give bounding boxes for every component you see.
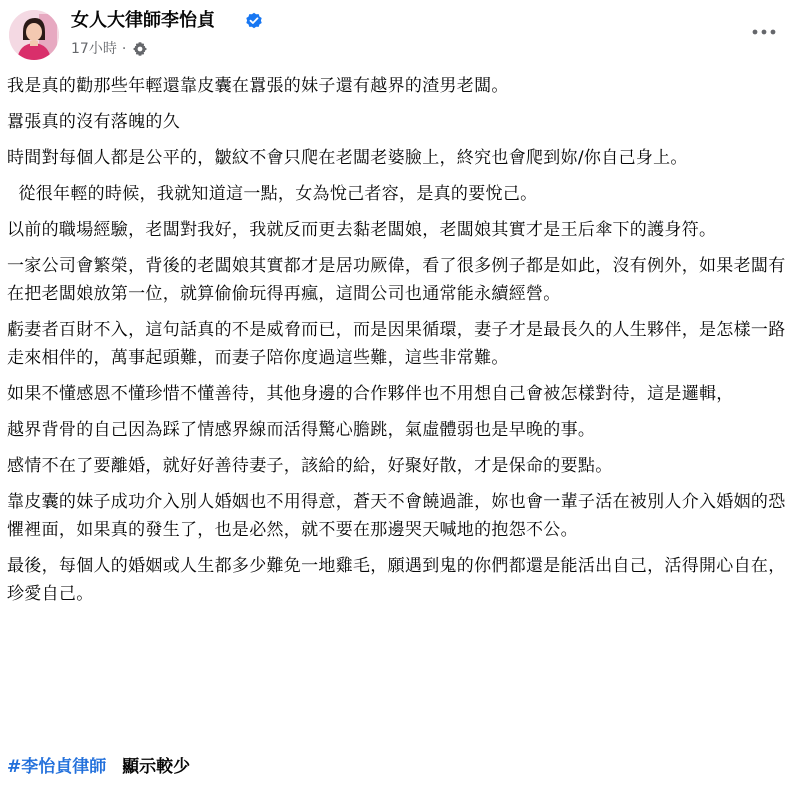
more-options-icon <box>752 29 776 35</box>
author-avatar[interactable] <box>9 10 59 60</box>
hashtag-link[interactable]: #李怡貞律師 <box>7 757 107 777</box>
post-paragraph: 一家公司會繁榮，背後的老闆娘其實都才是居功厥偉，看了很多例子都是如此，沒有例外，如果老闆有在把老闆娘放第一位，就算偷偷玩得再瘋，這間公司也通常能永續經營。 <box>7 256 786 304</box>
post-paragraph: 我是真的勸那些年輕還靠皮囊在囂張的妹子還有越界的渣男老闆。 <box>7 76 509 96</box>
post-paragraph: 如果不懂感恩不懂珍惜不懂善待，其他身邊的合作夥伴也不用想自己會被怎樣對待，這是邏輯， <box>7 384 734 404</box>
author-name[interactable]: 女人大律師李怡貞 <box>71 10 215 31</box>
meta-separator: · <box>121 41 127 57</box>
post-paragraph: 感情不在了要離婚，就好好善待妻子，該給的給，好聚好散，才是保命的要點。 <box>7 456 613 476</box>
post-header <box>0 0 800 70</box>
post-paragraph: 以前的職場經驗，老闆對我好，我就反而更去黏老闆娘，老闆娘其實才是王后傘下的護身符。 <box>7 220 717 240</box>
post-footer <box>7 754 190 780</box>
avatar-image <box>9 10 59 60</box>
post-meta <box>71 39 148 59</box>
post-paragraph: 靠皮囊的妹子成功介入別人婚姻也不用得意，蒼天不會饒過誰，妳也會一輩子活在被別人介入婚姻的恐懼裡面，如果真的發生了，也是必然，就不要在那邊哭天喊地的抱怨不公。 <box>7 492 786 540</box>
post-timestamp[interactable]: 17小時 <box>71 41 117 57</box>
public-globe-icon[interactable] <box>132 41 148 57</box>
post-paragraph: 囂張真的沒有落魄的久 <box>7 112 180 132</box>
more-options-button[interactable] <box>746 18 782 46</box>
post-paragraph: 時間對每個人都是公平的，皺紋不會只爬在老闆老婆臉上，終究也會爬到妳/你自己身上。 <box>7 148 688 168</box>
post-paragraph: 虧妻者百財不入，這句話真的不是威脅而已，而是因果循環，妻子才是最長久的人生夥伴，是怎樣一路走來相伴的，萬事起頭難，而妻子陪你度過這些難，這些非常難。 <box>7 320 786 368</box>
see-less-button[interactable]: 顯示較少 <box>122 757 191 777</box>
post-paragraph: 從很年輕的時候，我就知道這一點，女為悅己者容，是真的要悅己。 <box>7 184 538 204</box>
post-body <box>7 72 793 616</box>
verified-badge-icon <box>245 12 263 30</box>
post-paragraph: 最後，每個人的婚姻或人生都多少難免一地雞毛，願遇到鬼的你們都還是能活出自己，活得開心自在，珍愛自己。 <box>7 556 786 604</box>
post-paragraph: 越界背骨的自己因為踩了情感界線而活得驚心膽跳，氣虛體弱也是早晚的事。 <box>7 420 596 440</box>
